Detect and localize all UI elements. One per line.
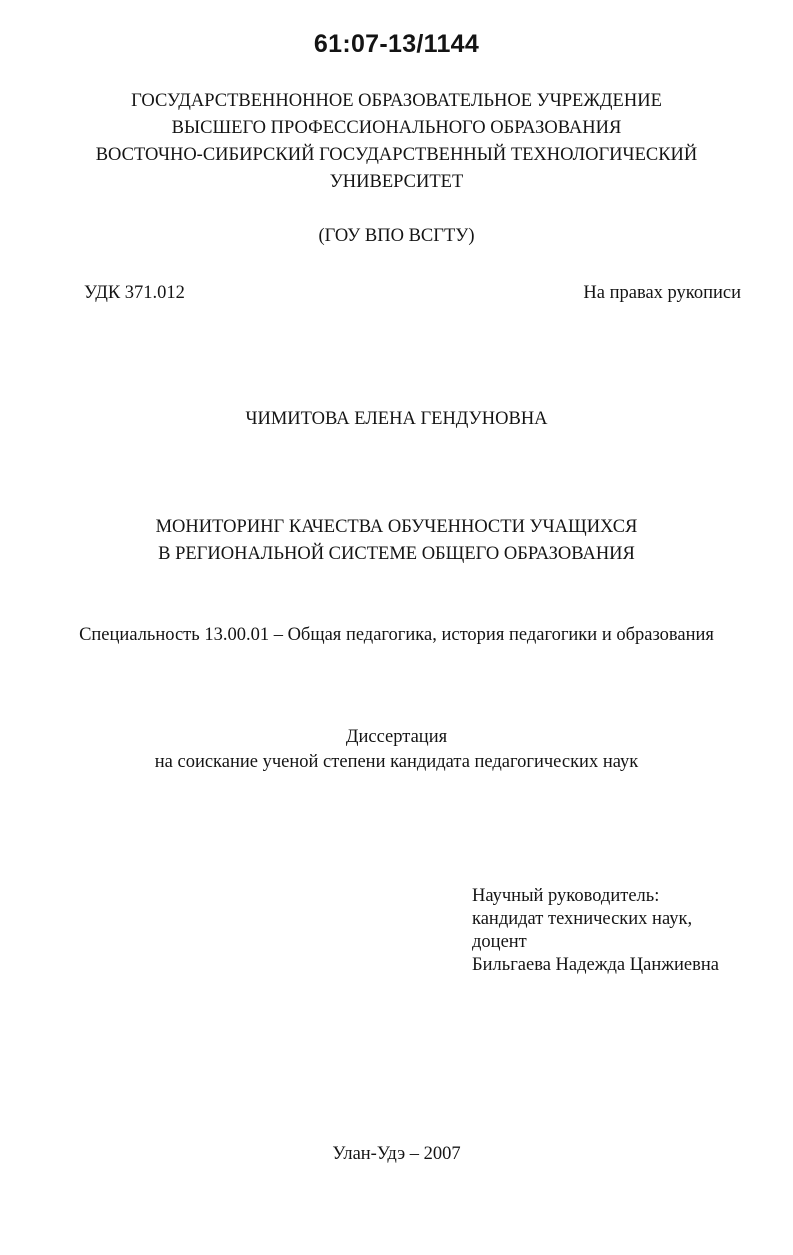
author-name: ЧИМИТОВА ЕЛЕНА ГЕНДУНОВНА bbox=[245, 409, 548, 429]
institution-abbreviation: (ГОУ ВПО ВСГТУ) bbox=[318, 226, 475, 246]
institution-line-4: УНИВЕРСИТЕТ bbox=[329, 172, 464, 192]
rights-note: На правах рукописи bbox=[583, 283, 741, 303]
title-line-1: МОНИТОРИНГ КАЧЕСТВА ОБУЧЕННОСТИ УЧАЩИХСЯ bbox=[155, 517, 638, 537]
supervisor-name: Бильгаева Надежда Цанжиевна bbox=[472, 955, 719, 975]
specialty-line: Специальность 13.00.01 – Общая педагогика, история педагогики и образования bbox=[79, 625, 714, 645]
institution-line-1: ГОСУДАРСТВЕННОННОЕ ОБРАЗОВАТЕЛЬНОЕ УЧРЕЖДЕНИЕ bbox=[131, 91, 662, 111]
title-line-2: В РЕГИОНАЛЬНОЙ СИСТЕМЕ ОБЩЕГО ОБРАЗОВАНИЯ bbox=[158, 544, 635, 564]
archive-stamp-number: 61:07-13/1144 bbox=[313, 30, 480, 58]
institution-line-2: ВЫСШЕГО ПРОФЕССИОНАЛЬНОГО ОБРАЗОВАНИЯ bbox=[171, 118, 622, 138]
city-year: Улан-Удэ – 2007 bbox=[332, 1144, 461, 1164]
degree-line: на соискание ученой степени кандидата педагогических наук bbox=[154, 752, 639, 772]
dissertation-label: Диссертация bbox=[345, 727, 448, 747]
supervisor-role: Научный руководитель: bbox=[472, 886, 660, 906]
udk-code: УДК 371.012 bbox=[84, 283, 185, 303]
supervisor-degree: кандидат технических наук, bbox=[472, 909, 693, 929]
supervisor-rank: доцент bbox=[472, 932, 527, 952]
institution-line-3: ВОСТОЧНО-СИБИРСКИЙ ГОСУДАРСТВЕННЫЙ ТЕХНОЛОГИЧЕСКИЙ bbox=[95, 145, 698, 165]
